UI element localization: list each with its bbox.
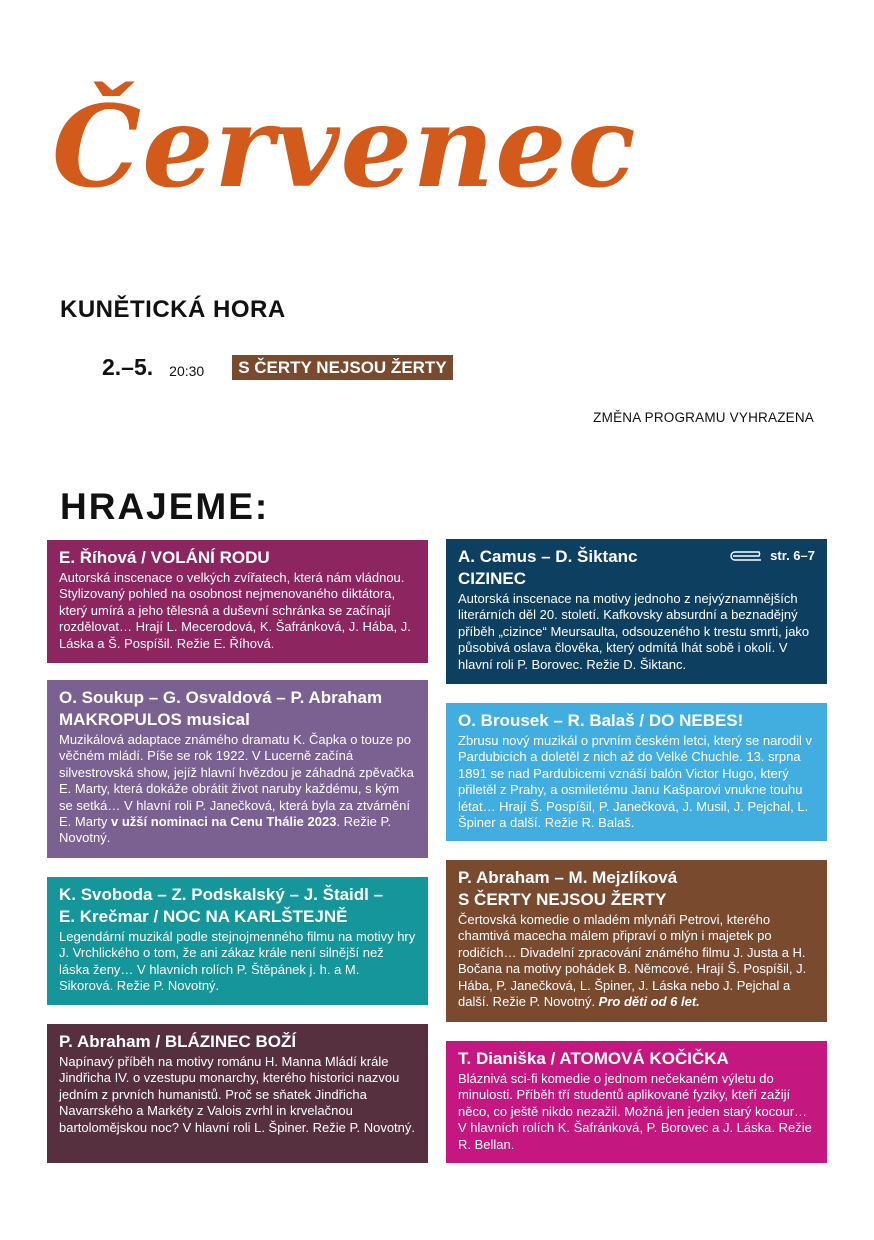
month-title: Červenec [52,82,637,213]
card-noc-na-karlstejne [47,877,428,1005]
event-time: 20:30 [169,362,205,379]
card-cizinec [446,539,827,684]
nomination-highlight: v užší nominaci na Cenu Thálie 2023 [111,814,337,830]
card-description: Autorská inscenace na motivy jednoho z nejvýznamnějších literárních děl 20. století. Kafkovsky absurdní a beznadějný příběh „cizince“ Meursaulta, odsouzeného k trestu smrti, jako působivá oslava člověka, který odmítá lhát sobě i okolí. V hlavní roli P. Borovec. Režie D. Šiktanc. [458,591,810,672]
section-heading: HRAJEME: [60,486,270,527]
card-description: Napínavý příběh na motivy románu H. Manna Mládí krále Jindřicha IV. o vzestupu monarchy, kterého historici nazvou jedním z prvních humanistů. Proč se sňatek Jindřicha Navarrského a Markéty z Valois zvrhl in krvelačnou bartolomějskou noc? V hlavní roli L. Špiner. Režie P. Novotný. [59,1054,416,1135]
card-description: Legendární muzikál podle stejnojmenného filmu na motivy hry J. Vrchlického o tom, že ani zákaz krále není silnější než láska ženy… V hlavních rolích P. Štěpánek j. h. a M. Sikorová. Režie P. Novotný. [59,929,416,994]
card-title: E. Říhová / VOLÁNÍ RODU [59,548,270,567]
card-authors: K. Svoboda – Z. Podskalský – J. Štaidl – [59,885,384,904]
card-authors: O. Soukup – G. Osvaldová – P. Abraham [59,688,383,707]
program-change-notice: ZMĚNA PROGRAMU VYHRAZENA [593,410,814,425]
card-authors: P. Abraham – M. Mejzlíková [458,868,678,887]
paperclip-icon [729,550,765,562]
event-title-badge: S ČERTY NEJSOU ŽERTY [232,355,452,380]
card-blazinec-bozi [47,1024,428,1163]
card-do-nebes [446,703,827,841]
card-s-certy-nejsou-zerty [446,860,827,1022]
card-title: S ČERTY NEJSOU ŽERTY [458,890,667,909]
card-description: Autorská inscenace o velkých zvířatech, která nám vládnou. Stylizovaný pohled na osobnost nejmenovaného diktátora, který umírá a jeho tělesná a duševní schránka se začínají rozdělovat… Hrají L. Mecerodová, K. Šafránková, J. Hába, J. Láska a Š. Pospíšil. Režie E. Říhová. [59,570,411,651]
card-description: Bláznivá sci-fi komedie o jednom nečekaném výletu do minulosti. Příběh tří studentů aplikované fyziky, kteří zažijí něco, co ještě nikdo nezažil. Možná jen jeden starý kocour… V hlavních rolích K. Šafránková, P. Borovec a J. Láska. Režie R. Bellan. [458,1071,812,1152]
page-reference: str. 6–7 [729,548,815,563]
age-recommendation: Pro děti od 6 let. [598,994,700,1010]
event-dates: 2.–5. [102,354,154,380]
featured-event [102,354,453,381]
venue-name: KUNĚTICKÁ HORA [60,296,286,323]
card-title: MAKROPULOS musical [59,710,250,729]
card-title: O. Brousek – R. Balaš / DO NEBES! [458,711,744,730]
card-atomova-kocicka [446,1041,827,1163]
card-description: Muzikálová adaptace známého dramatu K. Čapka o touze po věčném mládí. Píše se rok 1922. V Lucerně začíná silvestrovská show, jejíž hlavní hvězdou je záhadná zpěvačka E. Marty, která dokáže obrátit život naruby každému, s kým se setká… V hlavní roli P. Janečková, která byla za ztvárnění E. Marty v užší nominaci na Cenu Thálie 2023. Režie P. Novotný. [59,732,414,846]
card-makropulos [47,680,428,858]
card-title: T. Dianiška / ATOMOVÁ KOČIČKA [458,1049,729,1068]
card-title: E. Krečmar / NOC NA KARLŠTEJNĚ [59,907,348,926]
card-title: CIZINEC [458,569,526,588]
card-authors: A. Camus – D. Šiktanc [458,547,638,566]
card-description: Čertovská komedie o mladém mlynáři Petrovi, kterého chamtivá macecha málem připraví o mlýn i majetek po rodičích… Divadelní zpracování známého filmu J. Justa a H. Bočana na motivy pohádek B. Němcové. Hrají Š. Pospíšil, J. Hába, P. Janečková, L. Špiner, J. Láska nebo J. Pejchal a další. Režie P. Novotný. Pro děti od 6 let. [458,912,807,1010]
card-volani-rodu [47,540,428,663]
card-description: Zbrusu nový muzikál o prvním českém letci, který se narodil v Pardubicích a doletěl z nich až do Velké Chuchle. 13. srpna 1891 se nad Pardubicemi vznáší balón Victor Hugo, který přiletěl z Prahy, a osmiletému Janu Kašparovi vnukne touhu létat… Hrají Š. Pospíšil, P. Janečková, J. Musil, J. Pejchal, L. Špiner a další. Režie R. Balaš. [458,733,813,831]
card-title: P. Abraham / BLÁZINEC BOŽÍ [59,1032,297,1051]
